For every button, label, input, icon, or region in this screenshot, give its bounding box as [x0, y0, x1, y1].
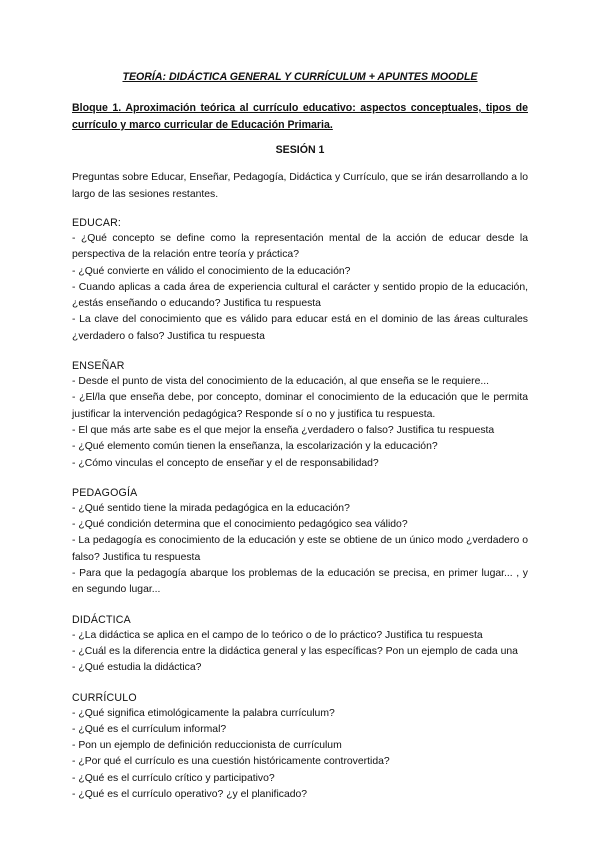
block-title: Bloque 1. Aproximación teórica al currículo educativo: aspectos conceptuales, tipos de currículo y marco curricular de Educación Primaria.	[72, 102, 528, 131]
question-item: - El que más arte sabe es el que mejor la enseña ¿verdadero o falso? Justifica tu respuesta	[72, 424, 495, 436]
section-heading: EDUCAR:	[72, 217, 122, 229]
section-heading: DIDÁCTICA	[72, 613, 131, 626]
intro-paragraph: Preguntas sobre Educar, Enseñar, Pedagogía, Didáctica y Currículo, que se irán desarrollando a lo largo de las sesiones restantes.	[72, 172, 528, 200]
question-item: - ¿Cómo vinculas el concepto de enseñar y el de responsabilidad?	[72, 457, 379, 469]
section-3	[72, 485, 528, 599]
question-list	[72, 501, 528, 599]
section-heading: ENSEÑAR	[72, 360, 125, 373]
question-sections	[72, 215, 528, 803]
question-item: - ¿Qué sentido tiene la mirada pedagógica en la educación?	[72, 502, 350, 514]
question-item: - ¿Qué elemento común tienen la enseñanza, la escolarización y la educación?	[72, 441, 438, 453]
section-heading: PEDAGOGÍA	[72, 486, 138, 499]
section-1	[72, 215, 528, 345]
question-item: - La clave del conocimiento que es válido para educar está en el dominio de las áreas culturales ¿verdadero o falso? Justifica tu respuesta	[72, 314, 528, 342]
session-title: SESIÓN 1	[275, 144, 325, 156]
document-title: TEORÍA: DIDÁCTICA GENERAL Y CURRÍCULUM + APUNTES MOODLE	[122, 71, 478, 83]
section-4	[72, 612, 528, 677]
question-item: - ¿Qué convierte en válido el conocimiento de la educación?	[72, 265, 351, 277]
question-item: - ¿Cuál es la diferencia entre la didáctica general y las específicas? Pon un ejemplo de cada una	[72, 645, 518, 657]
question-item: - ¿Qué es el currículo crítico y participativo?	[72, 772, 275, 784]
question-list	[72, 628, 528, 677]
question-item: - ¿Qué es el currículum informal?	[72, 723, 227, 735]
question-item: - Cuando aplicas a cada área de experiencia cultural el carácter y sentido propio de la educación, ¿estás enseñando o educando? Justifica tu respuesta	[72, 281, 528, 310]
question-item: - Para que la pedagogía abarque los problemas de la educación se precisa, en primer lugar... , y en segundo lugar...	[72, 568, 528, 596]
question-item: - Pon un ejemplo de definición reduccionista de currículum	[72, 740, 342, 752]
question-item: - La pedagogía es conocimiento de la educación y este se obtiene de un único modo ¿verdadero o falso? Justifica tu respuesta	[72, 535, 528, 563]
question-item: - ¿Qué significa etimológicamente la palabra currículum?	[72, 707, 335, 719]
question-list	[72, 374, 528, 472]
question-item: - ¿La didáctica se aplica en el campo de lo teórico o de lo práctico? Justifica tu respuesta	[72, 629, 483, 641]
question-item: - ¿Qué condición determina que el conocimiento pedagógico sea válido?	[72, 519, 408, 531]
question-list	[72, 231, 528, 345]
section-5	[72, 690, 528, 804]
question-item: - ¿Qué estudia la didáctica?	[72, 662, 202, 674]
question-item: - Desde el punto de vista del conocimiento de la educación, al que enseña se le requiere...	[72, 376, 490, 388]
question-list	[72, 706, 528, 804]
document-page	[72, 60, 528, 816]
section-heading: CURRÍCULO	[72, 691, 137, 704]
question-item: - ¿Qué es el currículo operativo? ¿y el planificado?	[72, 789, 308, 801]
question-item: - ¿El/la que enseña debe, por concepto, dominar el conocimiento de la educación que le permita justificar la intervención pedagógica? Responde sí o no y justifica tu respuesta.	[72, 392, 528, 420]
question-item: - ¿Qué concepto se define como la representación mental de la acción de educar desde la perspectiva de la relación entre teoría y práctica?	[72, 233, 528, 261]
section-2	[72, 358, 528, 472]
question-item: - ¿Por qué el currículo es una cuestión históricamente controvertida?	[72, 756, 390, 768]
